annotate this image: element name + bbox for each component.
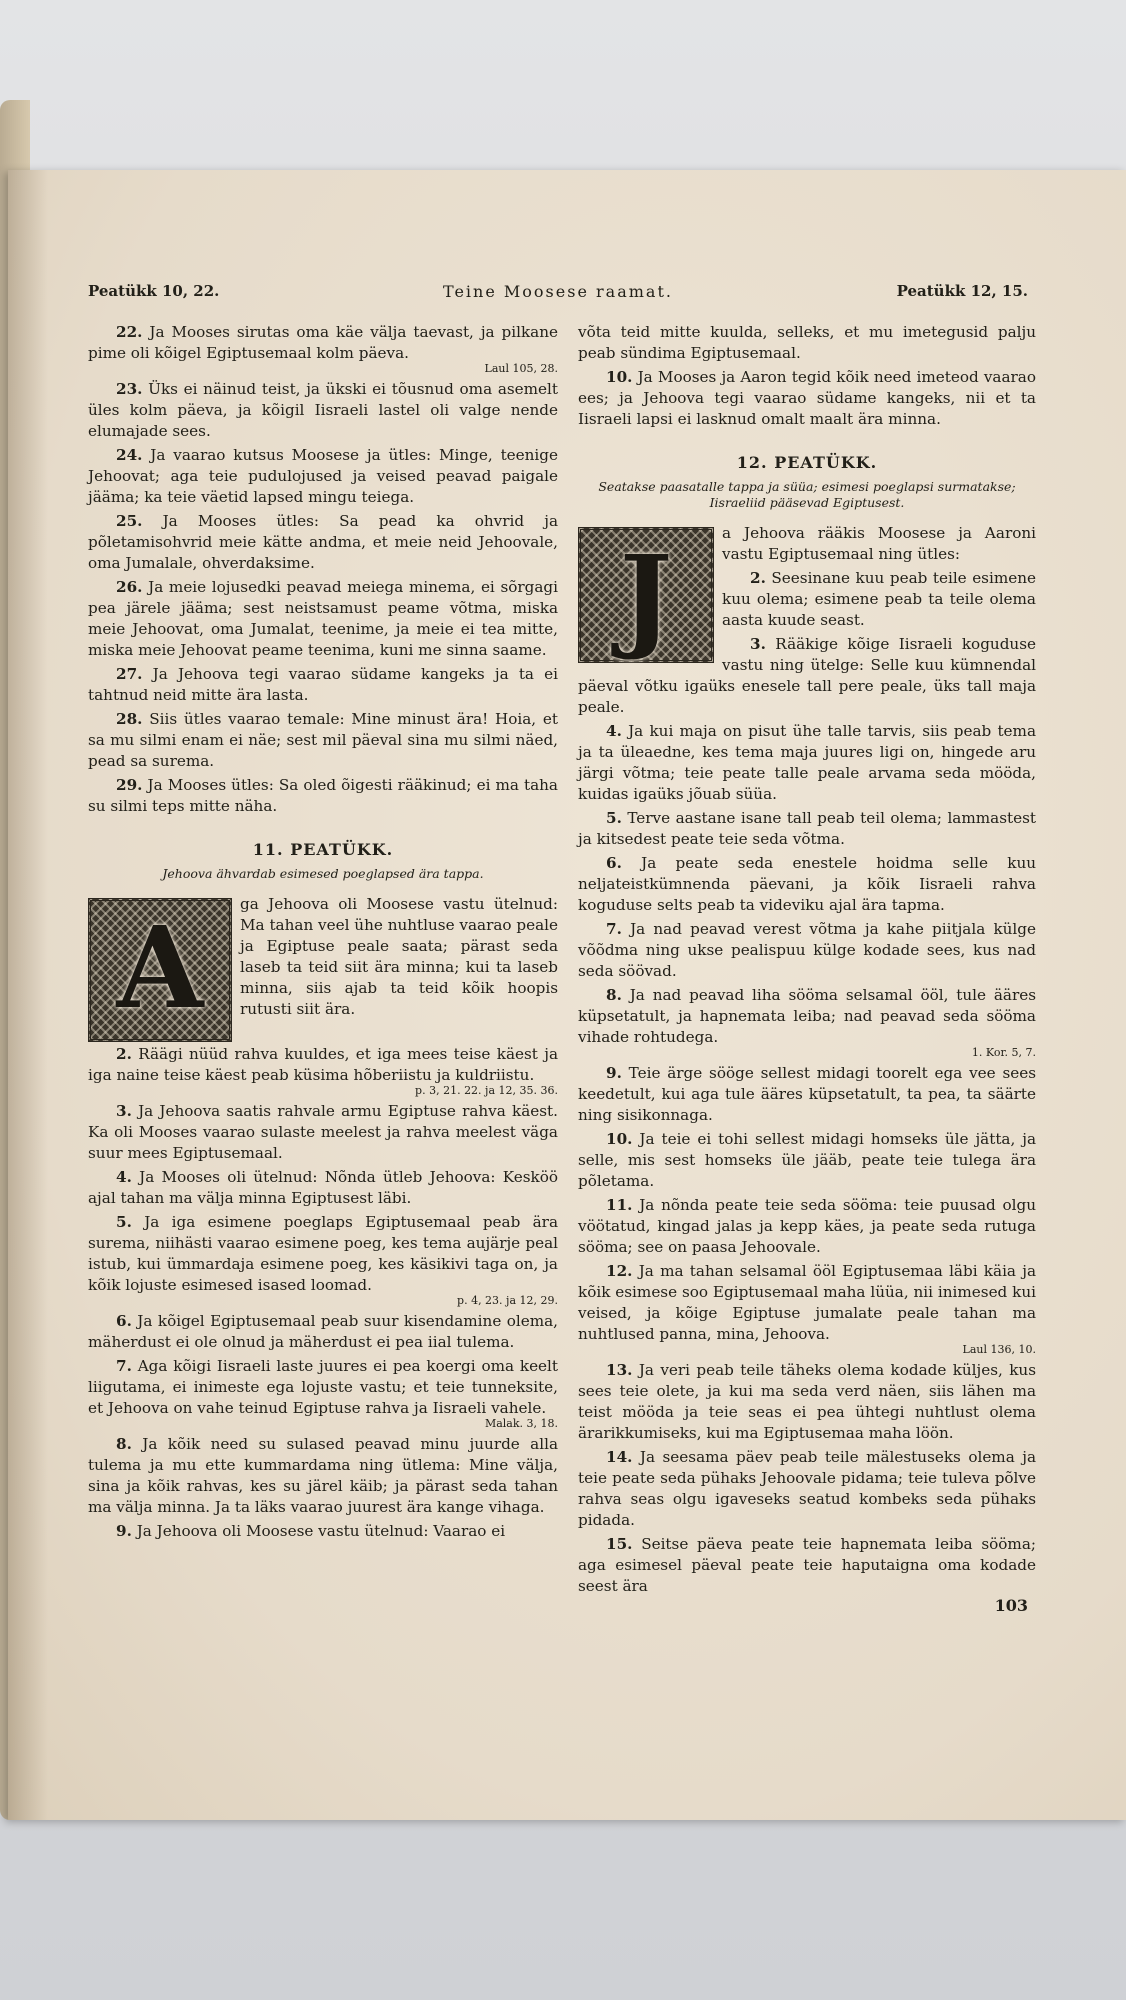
- verse: [88, 1356, 558, 1431]
- verse-number: 10.: [606, 368, 633, 386]
- ornamental-initial: [88, 898, 232, 1042]
- verse-number: 3.: [750, 635, 766, 653]
- left-column: [88, 322, 558, 1545]
- verse-text: Ja kõik need su sulased peavad minu juurde alla tulema ja mu ette kummardama ning ütlema: Mine välja, sina ja kõik rahvas, kes su järel käib; ja pärast seda tahan ma välja minna. Ja ta läks vaarao juurest ära kange vihaga.: [88, 1435, 559, 1516]
- verse: [88, 775, 558, 817]
- verse: [88, 322, 558, 376]
- verse-text: Ja nad peavad verest võtma ja kahe piitjala külge võõdma ning ukse pealispuu külge kodade sees, kus nad seda söövad.: [578, 920, 1037, 980]
- verse-text: Ja peate seda enestele hoidma selle kuu neljateistkümnenda päevani, ja kõik Iisraeli rahva koguduse selts peab ta videviku ajal ära tapma.: [578, 854, 1037, 914]
- verse-text: Ja Jehoova oli Moosese vastu ütelnud: Vaarao ei: [136, 1522, 506, 1540]
- verse: [88, 445, 558, 508]
- verse: [578, 1063, 1036, 1126]
- header-right: Peatükk 12, 15.: [896, 282, 1028, 300]
- verse-number: 28.: [116, 710, 143, 728]
- verse: [88, 1521, 558, 1542]
- verse-text: Ja Mooses ütles: Sa oled õigesti rääkinud; ei ma taha su silmi teps mitte näha.: [88, 776, 558, 815]
- header-title: Teine Moosese raamat.: [443, 282, 673, 301]
- verse-text: Ja Jehoova saatis rahvale armu Egiptuse rahva käest. Ka oli Mooses vaarao sulaste meelest ja rahva meelest väga suur mees Egiptusemaal.: [88, 1102, 558, 1162]
- book-page: [8, 170, 1126, 1820]
- chapter-12-verses: [578, 721, 1036, 1597]
- verse: [88, 1101, 558, 1164]
- verse: [88, 577, 558, 661]
- verse-text: Aga kõigi Iisraeli laste juures ei pea koergi oma keelt liigutama, ei inimeste ega lojuste vastu; et teie tunneksite, et Jehoova on vahe teinud Egiptuse rahva ja Iisraeli vahele.: [88, 1357, 559, 1417]
- verse-number: 9.: [606, 1064, 622, 1082]
- chapter-11-verses: [88, 1044, 558, 1542]
- verse: [578, 1129, 1036, 1192]
- verse-text: Ja Mooses oli ütelnud: Nõnda ütleb Jehoova: Kesköö ajal tahan ma välja minna Egiptusest läbi.: [88, 1168, 559, 1207]
- cross-reference: p. 4, 23. ja 12, 29.: [457, 1294, 558, 1307]
- chapter-12-opening: [578, 523, 1036, 721]
- verse: [578, 1447, 1036, 1531]
- verse: [88, 1212, 558, 1308]
- verse: [578, 985, 1036, 1060]
- verse-number: 4.: [606, 722, 622, 740]
- verse-number: 26.: [116, 578, 143, 596]
- verse-text: Siis ütles vaarao temale: Mine minust ära! Hoia, et sa mu silmi enam ei näe; sest mil päeval sina mu silmi näed, pead sa surema.: [88, 710, 558, 770]
- verse-text: a Jehoova rääkis Moosese ja Aaroni vastu Egiptusemaal ning ütles:: [722, 524, 1036, 563]
- verse-text: Rääkige kõige Iisraeli koguduse vastu ning ütelge: Selle kuu kümnendal päeval võtku igaüks enesele tall pere peale, üks tall maja peale.: [578, 635, 1036, 716]
- verse-number: 6.: [606, 854, 622, 872]
- verse: [88, 1167, 558, 1209]
- verse-number: 23.: [116, 380, 143, 398]
- cross-reference: Laul 105, 28.: [484, 362, 558, 375]
- verse-number: 8.: [606, 986, 622, 1004]
- verse-text: Ja vaarao kutsus Moosese ja ütles: Minge, teenige Jehoovat; aga teie pudulojused ja veised peavad paigale jääma; ka teie väetid lapsed mingu teiega.: [88, 446, 558, 506]
- verse-text: Teie ärge sööge sellest midagi toorelt ega vee sees keedetult, kui aga tule ääres küpsetatult, ta pea, ta säärte ning sisikonnaga.: [578, 1064, 1037, 1124]
- initial-letter: J: [619, 532, 673, 663]
- verse-number: 25.: [116, 512, 143, 530]
- verse-text: Ja ma tahan selsamal ööl Egiptusemaa läbi käia ja kõik esimese soo Egiptusemaal maha lüüa, nii inimesed kui veised, ja kõige Egiptuse jumalate peale tahan ma nuhtlused panna, mina, Jehoova.: [578, 1262, 1036, 1343]
- verse-text: Ja Mooses ja Aaron tegid kõik need imeteod vaarao ees; ja Jehoova tegi vaarao südame kangeks, nii et ta Iisraeli lapsi ei lasknud omalt maalt ära minna.: [578, 368, 1036, 428]
- verse: [578, 919, 1036, 982]
- chapter-12-summary: Seatakse paasatalle tappa ja süüa; esimesi poeglapsi surmatakse; Iisraeliid pääsevad Egiptusest.: [598, 479, 1016, 510]
- verse: [578, 1195, 1036, 1258]
- verse-text: Ja teie ei tohi sellest midagi homseks üle jätta, ja selle, mis sest homseks üle jääb, peate teie tulega ära põletama.: [578, 1130, 1037, 1190]
- verse-number: 11.: [606, 1196, 633, 1214]
- verse: [578, 808, 1036, 850]
- cross-reference: Laul 136, 10.: [962, 1343, 1036, 1356]
- verse: [88, 664, 558, 706]
- chapter-11-heading: 11. PEATÜKK.: [252, 840, 394, 859]
- ornamental-initial: [578, 527, 714, 663]
- verse-text: Ja iga esimene poeglaps Egiptusemaal peab ära surema, niihästi vaarao esimene poeg, kes tema aujärje peal istub, kui ümmardaja esimene poeg, kes käsikivi taga on, ja kõik lojuste esimesed isased loomad.: [88, 1213, 558, 1294]
- cross-reference: 1. Kor. 5, 7.: [971, 1046, 1036, 1059]
- verse-number: 5.: [116, 1213, 132, 1231]
- verse-text: Ja Jehoova tegi vaarao südame kangeks ja ta ei tahtnud neid mitte ära lasta.: [88, 665, 559, 704]
- verse: [88, 1434, 558, 1518]
- gutter-shadow: [8, 170, 48, 1820]
- verse-number: 4.: [116, 1168, 132, 1186]
- verse-text: Üks ei näinud teist, ja ükski ei tõusnud oma asemelt üles kolm päeva, ja kõigil Iisraeli lastel oli valge nende elumajade sees.: [88, 380, 559, 440]
- verse-text: Seesinane kuu peab teile esimene kuu olema; esimene peab ta teile olema aasta kuude seast.: [722, 569, 1036, 629]
- verse-number: 15.: [606, 1535, 633, 1553]
- verse: [578, 853, 1036, 916]
- verse: [578, 1261, 1036, 1357]
- verse-number: 2.: [116, 1045, 132, 1063]
- verse: [88, 511, 558, 574]
- verse-number: 7.: [606, 920, 622, 938]
- verse-text: Ja nõnda peate teie seda sööma: teie puusad olgu vöötatud, kingad jalas ja kepp käes, ja peate seda rutuga sööma; see on paasa Jehoovale.: [578, 1196, 1037, 1256]
- chapter-11-opening: [88, 894, 558, 1044]
- chapter-12-heading: 12. PEATÜKK.: [736, 453, 878, 472]
- verse-text: Ja veri peab teile täheks olema kodade küljes, kus sees teie olete, ja kui ma seda verd näen, siis lähen ma teist mööda ja teie seas ei pea ühtegi nuhtlust olema ärarikkumiseks, kui ma Egiptusemaa maha löön.: [578, 1361, 1037, 1442]
- cross-reference: p. 3, 21. 22. ja 12, 35. 36.: [415, 1084, 558, 1097]
- verse: [578, 721, 1036, 805]
- verse: [578, 1534, 1036, 1597]
- running-head: [88, 282, 1028, 312]
- right-column: [578, 322, 1036, 1600]
- verse-number: 29.: [116, 776, 143, 794]
- verse-number: 13.: [606, 1361, 633, 1379]
- verse-number: 27.: [116, 665, 143, 683]
- verse: [88, 379, 558, 442]
- verse: [578, 1360, 1036, 1444]
- verse-number: 14.: [606, 1448, 633, 1466]
- cross-reference: Malak. 3, 18.: [484, 1417, 558, 1430]
- verse: [88, 1044, 558, 1098]
- verse: [88, 709, 558, 772]
- verse: [578, 367, 1036, 430]
- initial-letter: A: [116, 903, 204, 1034]
- verse-number: 22.: [116, 323, 143, 341]
- verse-number: 24.: [116, 446, 143, 464]
- verse-text: Ja seesama päev peab teile mälestuseks olema ja teie peate seda pühaks Jehoovale pidama; teie tuleva põlve rahva seas olgu igaveseks seatud kombeks seda pühaks pidada.: [578, 1448, 1036, 1529]
- verse-number: 5.: [606, 809, 622, 827]
- verse-number: 9.: [116, 1522, 132, 1540]
- verse-text: Ja nad peavad liha sööma selsamal ööl, tule ääres küpsetatult, ja hapnemata leiba; nad peavad seda sööma vihade rohtudega.: [578, 986, 1037, 1046]
- verse-text: Ja meie lojusedki peavad meiega minema, ei sõrgagi pea järele jääma; sest neistsamust peame võtma, miska meie Jehoovat, oma Jumalat, teenime, ja meie ei tea mitte, miska meie Jehoovat peame teenima, kuni me sinna saame.: [88, 578, 559, 659]
- verse-text: Ja Mooses sirutas oma käe välja taevast, ja pilkane pime oli kõigel Egiptusemaal kolm päeva.: [88, 323, 558, 362]
- verse-number: 2.: [750, 569, 766, 587]
- verse-text: Ja kõigel Egiptusemaal peab suur kisendamine olema, mäherdust ei ole olnud ja mäherdust ei pea iial tulema.: [88, 1312, 559, 1351]
- verse-number: 10.: [606, 1130, 633, 1148]
- verse-number: 3.: [116, 1102, 132, 1120]
- verse-number: 8.: [116, 1435, 132, 1453]
- verse-text: Ja kui maja on pisut ühe talle tarvis, siis peab tema ja ta üleaedne, kes tema maja juures ligi on, hingede aru järgi võtma; teie peate talle peale arvama seda mööda, kuidas igaüks jõuab süüa.: [578, 722, 1037, 803]
- verse-text: Seitse päeva peate teie hapnemata leiba sööma; aga esimesel päeval peate teie haputaigna oma kodade seest ära: [578, 1535, 1037, 1595]
- verse-number: 6.: [116, 1312, 132, 1330]
- verse-text: Ja Mooses ütles: Sa pead ka ohvrid ja põletamisohvrid meie kätte andma, et meie neid Jehoovale, oma Jumalale, ohverdaksime.: [88, 512, 559, 572]
- chapter-11-summary: Jehoova ähvardab esimesed poeglapsed ära tappa.: [162, 866, 484, 881]
- verse-number: 7.: [116, 1357, 132, 1375]
- verse-number: 12.: [606, 1262, 633, 1280]
- verse: [88, 1311, 558, 1353]
- verse-text: ga Jehoova oli Moosese vastu ütelnud: Ma tahan veel ühe nuhtluse vaarao peale ja Egiptuse peale saata; pärast seda laseb ta teid siit ära minna; kui ta laseb minna, siis ajab ta teid kõik hoopis rutusti siit ära.: [240, 895, 558, 1018]
- header-left: Peatükk 10, 22.: [88, 282, 220, 300]
- verse-text: Terve aastane isane tall peab teil olema; lammastest ja kitsedest peate teie seda võtma.: [578, 809, 1036, 848]
- verse-continuation: võta teid mitte kuulda, selleks, et mu imetegusid palju peab sündima Egiptusemaal.: [578, 323, 1036, 362]
- chapter-10-verses: [88, 322, 558, 817]
- verse-text: Räägi nüüd rahva kuuldes, et iga mees teise käest ja iga naine teise käest peab küsima hõberiistu ja kuldriistu.: [88, 1045, 558, 1084]
- page-number: 103: [994, 1596, 1028, 1615]
